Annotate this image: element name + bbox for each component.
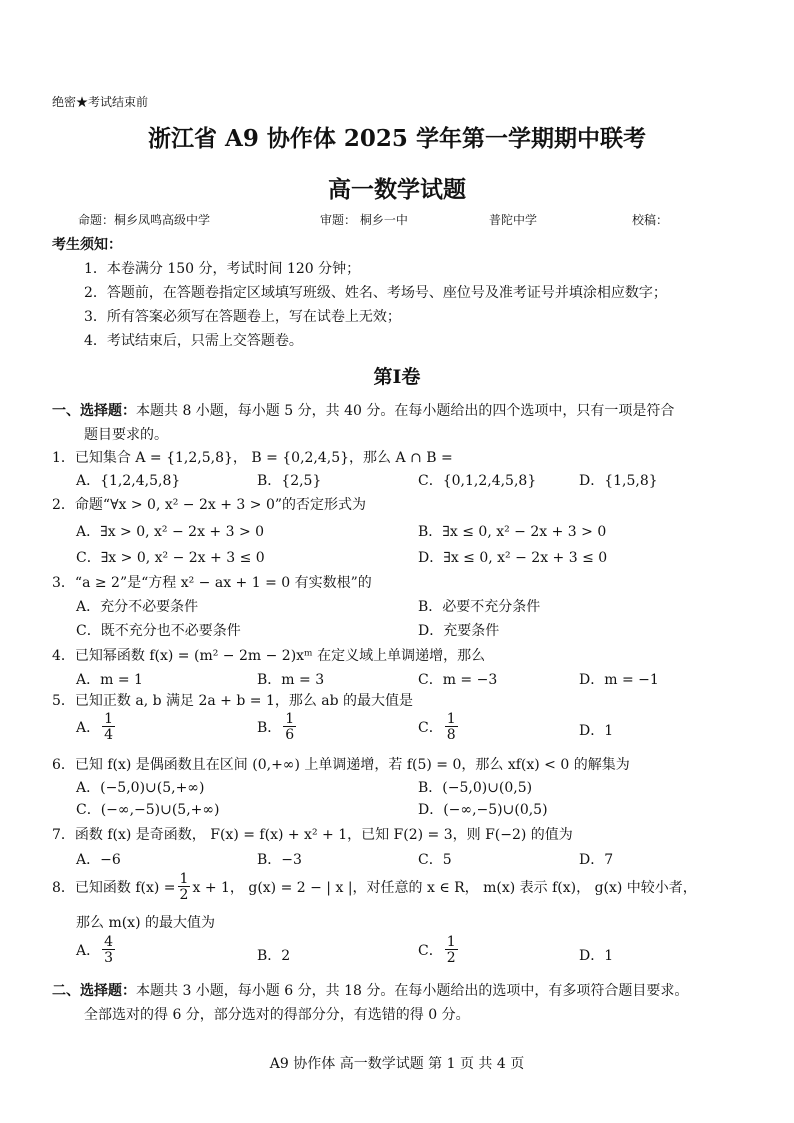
q5-option-b — [257, 712, 298, 742]
q3-option-c: C．既不充分也不必要条件 — [76, 623, 241, 639]
section2-head-line1: 本题共 3 小题，每小题 6 分，共 18 分。在每小题给出的选项中，有多项符合题目要求。 — [136, 983, 689, 999]
q7-option-b: B．−3 — [257, 852, 302, 868]
q8-a-den: 3 — [104, 950, 114, 966]
q5-b-fraction — [283, 712, 296, 742]
q1-option-a: A．{1,2,4,5,8} — [76, 473, 181, 489]
q8-stem-line2: 那么 m(x) 的最大值为 — [76, 915, 215, 931]
reviewer-1: 桐乡一中 — [359, 213, 408, 227]
q2-stem: 2．命题“∀x > 0, x² − 2x + 3 > 0”的否定形式为 — [52, 497, 367, 513]
section2-head-label: 二、选择题： — [52, 983, 136, 999]
q5-option-d: D．1 — [579, 723, 614, 739]
q6-option-c: C．(−∞,−5)∪(5,+∞) — [76, 802, 220, 818]
q5-a-num: 1 — [104, 711, 114, 727]
q7-option-d: D．7 — [579, 852, 614, 868]
q7-option-a: A．−6 — [76, 852, 121, 868]
q4-stem: 4．已知幂函数 f(x) = (m² − 2m − 2)xᵐ 在定义域上单调递增，那么 — [52, 648, 486, 664]
q5-b-label: B． — [257, 720, 282, 736]
q6-option-a: A．(−5,0)∪(5,+∞) — [76, 780, 205, 796]
section1-head-line2: 题目要求的。 — [84, 427, 168, 443]
proposer: 桐乡凤鸣高级中学 — [114, 213, 211, 227]
proposer-label: 命题： — [78, 213, 115, 227]
q2-option-b: B．∃x ≤ 0, x² − 2x + 3 > 0 — [418, 524, 607, 540]
q6-option-d: D．(−∞,−5)∪(0,5) — [418, 802, 548, 818]
q7-stem: 7．函数 f(x) 是奇函数， F(x) = f(x) + x² + 1，已知 F(2) = 3，则 F(−2) 的值为 — [52, 827, 573, 843]
q1-option-c: C．{0,1,2,4,5,8} — [418, 473, 537, 489]
q5-c-fraction — [445, 712, 458, 742]
q8-stem-post: x + 1， g(x) = 2 − | x |，对任意的 x ∈ R， m(x) 表示 f(x)， g(x) 中较小者， — [192, 880, 697, 896]
q1-stem: 1．已知集合 A = {1,2,5,8}， B = {0,2,4,5}，那么 A ∩ B = — [52, 450, 453, 466]
q5-b-num: 1 — [285, 711, 295, 727]
q5-c-num: 1 — [446, 711, 456, 727]
notice-item: 1．本卷满分 150 分，考试时间 120 分钟； — [84, 261, 361, 277]
q8-stem-num: 1 — [179, 871, 189, 887]
notice-heading: 考生须知： — [52, 237, 122, 253]
q2-option-a: A．∃x > 0, x² − 2x + 3 > 0 — [76, 524, 265, 540]
q3-option-b: B．必要不充分条件 — [418, 599, 541, 615]
q3-option-d: D．充要条件 — [418, 623, 500, 639]
q4-option-a: A．m = 1 — [76, 672, 143, 688]
exam-title: 浙江省 A9 协作体 2025 学年第一学期期中联考 — [148, 125, 646, 152]
proposer-line — [78, 211, 210, 228]
section1-head-line1: 本题共 8 小题，每小题 5 分，共 40 分。在每小题给出的四个选项中，只有一项是符合 — [136, 403, 675, 419]
q8-c-label: C． — [418, 943, 443, 959]
section2-head-line2: 全部选对的得 6 分，部分选对的得部分分，有选错的得 0 分。 — [84, 1007, 470, 1023]
q5-a-fraction — [102, 712, 115, 742]
q3-option-a: A．充分不必要条件 — [76, 599, 199, 615]
exam-subtitle: 高一数学试题 — [328, 176, 466, 203]
q7-option-c: C．5 — [418, 852, 452, 868]
q5-b-den: 6 — [285, 727, 295, 743]
q8-option-a — [76, 935, 117, 965]
section1-head-label: 一、选择题： — [52, 403, 136, 419]
reviewer-label: 审题： — [320, 213, 357, 227]
q5-stem: 5．已知正数 a, b 满足 2a + b = 1，那么 ab 的最大值是 — [52, 693, 414, 709]
notice-item: 2．答题前，在答题卷指定区域填写班级、姓名、考场号、座位号及准考证号并填涂相应数字； — [84, 285, 667, 301]
notice-item: 4．考试结束后，只需上交答题卷。 — [84, 333, 303, 349]
q8-stem-pre: 8．已知函数 f(x) = — [52, 880, 176, 896]
q5-a-den: 4 — [104, 727, 114, 743]
section1-title: 第Ⅰ卷 — [373, 366, 421, 388]
q6-stem: 6．已知 f(x) 是偶函数且在区间 (0,+∞) 上单调递增，若 f(5) = 0，那么 xf(x) < 0 的解集为 — [52, 757, 630, 773]
q8-option-d: D．1 — [579, 948, 614, 964]
q8-option-c — [418, 935, 460, 965]
q4-option-c: C．m = −3 — [418, 672, 498, 688]
q8-c-den: 2 — [446, 950, 456, 966]
q8-a-fraction — [102, 935, 115, 965]
reviewer-line — [320, 211, 408, 228]
notice-item: 3．所有答案必须写在答题卷上，写在试卷上无效； — [84, 309, 401, 325]
page-footer: A9 协作体 高一数学试题 第 1 页 共 4 页 — [269, 1056, 525, 1072]
q8-a-num: 4 — [104, 934, 114, 950]
q5-c-label: C． — [418, 720, 443, 736]
q8-stem — [52, 872, 697, 902]
reviewer-2: 普陀中学 — [489, 213, 538, 227]
proof-label: 校稿： — [632, 213, 669, 227]
q2-option-d: D．∃x ≤ 0, x² − 2x + 3 ≤ 0 — [418, 550, 608, 566]
q3-stem: 3．“a ≥ 2”是“方程 x² − ax + 1 = 0 有实数根”的 — [52, 575, 372, 591]
secret-mark: 绝密★考试结束前 — [52, 95, 149, 109]
q5-option-a — [76, 712, 117, 742]
q8-option-b: B．2 — [257, 948, 291, 964]
q8-stem-den: 2 — [179, 887, 189, 903]
q5-option-c — [418, 712, 460, 742]
q4-option-b: B．m = 3 — [257, 672, 325, 688]
q5-c-den: 8 — [446, 727, 456, 743]
section1-heading — [52, 400, 674, 420]
q2-option-c: C．∃x > 0, x² − 2x + 3 ≤ 0 — [76, 550, 265, 566]
q8-stem-fraction — [178, 872, 191, 902]
q1-option-b: B．{2,5} — [257, 473, 322, 489]
q8-c-num: 1 — [446, 934, 456, 950]
q8-a-label: A． — [76, 943, 101, 959]
q8-c-fraction — [445, 935, 458, 965]
section2-heading — [52, 980, 688, 1000]
q4-option-d: D．m = −1 — [579, 672, 659, 688]
q6-option-b: B．(−5,0)∪(0,5) — [418, 780, 533, 796]
q5-a-label: A． — [76, 720, 101, 736]
q1-option-d: D．{1,5,8} — [579, 473, 658, 489]
